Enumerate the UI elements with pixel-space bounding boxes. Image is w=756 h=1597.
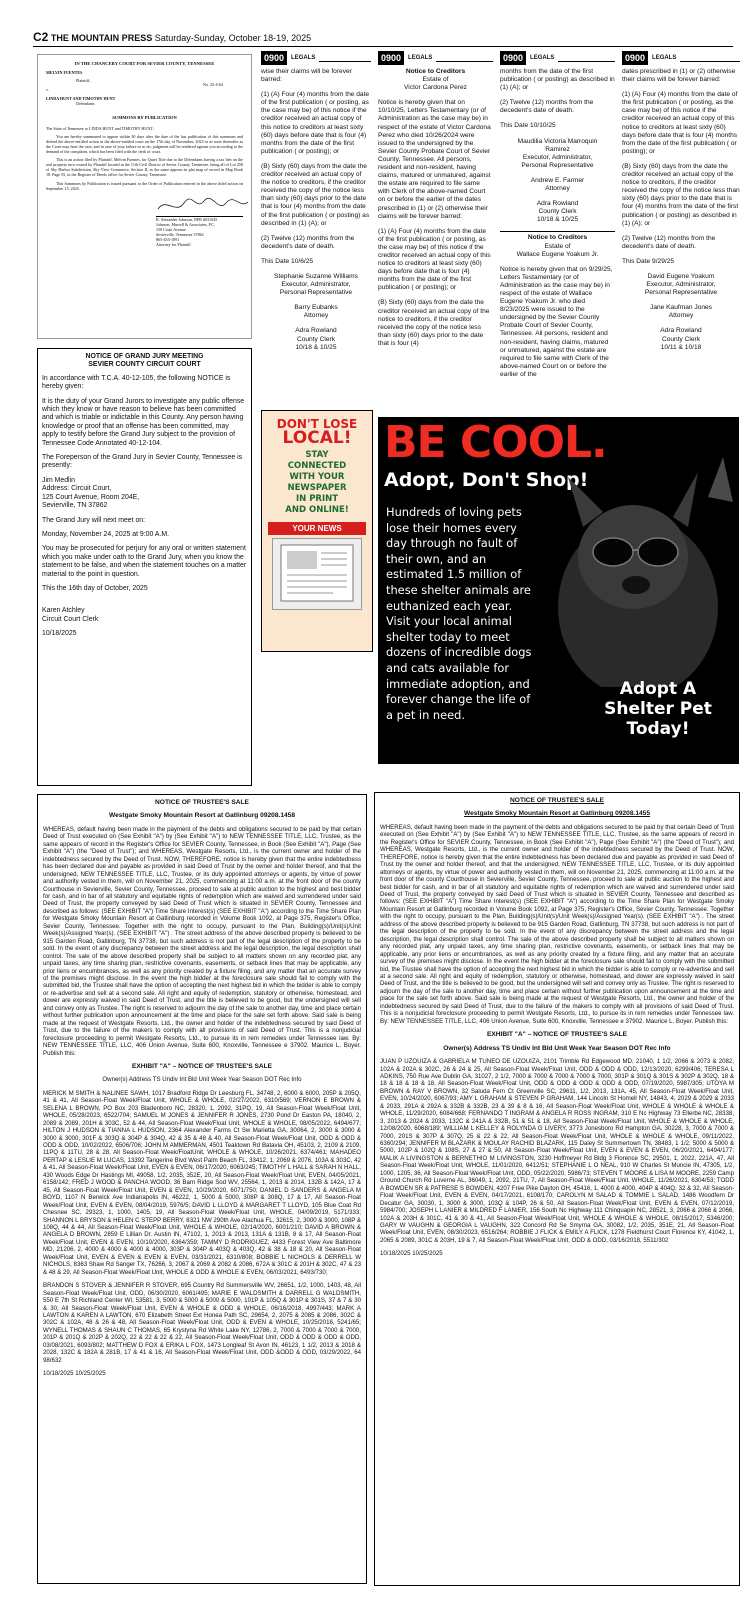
c4-exec-role-2: Personal Representative (521, 161, 594, 169)
c5-exec-role: Executor, Administrator, (646, 281, 716, 289)
ad-local-line-1: DON'T LOSE (276, 417, 358, 431)
grand-jury-title-1: NOTICE OF GRAND JURY MEETING (85, 353, 204, 360)
c5-clerk: Adra Rowland (660, 327, 702, 335)
c4-clerk-role: County Clerk (538, 208, 577, 216)
foreperson-addr-1: Address: Circuit Court, (42, 485, 112, 493)
c5-p5: This Date 9/29/25 (622, 257, 675, 265)
c5-clerk-role: County Clerk (661, 335, 701, 343)
clerk-name: Karen Atchley (42, 607, 85, 615)
c5-attorney: Jane Kaufman Jones (650, 304, 712, 312)
legals-bar (261, 50, 371, 66)
plaintiff-name: MELVIN FUENTES (46, 70, 83, 76)
c5-p3: (B) Sixty (60) days from the date the creditor received an actual copy of the notice to creditors, if the creditor received the copy of the notice less than sixty (60) days prior to the date that is four (4) months from the date of the first publication ( or posting) as described in (1) (A); or (622, 162, 740, 227)
gj-p2: It is the duty of your Grand Jurors to investigate any public offense which they know or have reason to believe has been committed and which is triable or indictable in this County. Any person having knowledge or proof that an offense has been committed, may apply to testify before the Grand Jury subject to the provision of Tennessee Code Annotated 40-12-104. (42, 397, 245, 447)
your-news-banner: YOUR NEWS (268, 522, 366, 535)
legals-code: 0900 (622, 51, 648, 65)
newspaper-illustration-icon (272, 538, 362, 610)
c4-exec-name-2: Ramirez (545, 145, 570, 153)
attorney-sig-2: Johnson, Murrell & Associates, P.C. (156, 221, 216, 227)
trustee-sale-notice-1458 (37, 794, 367, 1584)
legals-tag: LEGALS (291, 54, 316, 61)
t1-list-1: MERICK M SMITH & NALINEE SAWH, 1017 Bradford Ridge Dr Leesburg FL, 34748, 2, 6000 & 6000, 205P & 205Q, 41 & 41, All Season-Float Week/Float Unit, WHOLE & WHOLE, 02/27/2022, 6310/569; VERNON E BROWN & SELENA L BROWN, PO Box 203 Bladenboro NC, 28320, 1, 2092, 31PQ, 19, All Season-Float Week/Float Unit, WHOLE, 05/28/2023, 6522/704; SAMUEL M JONES & JENNIFER R JONES, 2730 Pond Dr Easton PA, 18040, 2, 2089 & 2089, 201H & 303C, 52 & 44, All Season-Float Week/Float Unit, WHOLE & WHOLE, 08/05/2022, 6494/677; HILTON J HUDSON & TIANNA L HUDSON, 2364 Alexander Farms Ct Sw Marietta GA, 30064, 2, 3000 & 3000 & 3000 & 3000, 301F & 303Q & 304P & 304Q, 42 & 35 & 48 & 40, All Season-Float Week/Float Unit, ODD & ODD & ODD & ODD, 10/02/2022, 6506/706; JOHN M AMMERMAN, 4501 Teaktown Rd Batavia OH, 45103, 2, 2109 & 2109, 11PQ & 11TU, 28 & 28, All Season-Float Week/FloatUnit, WHOLE & WHOLE, 10/26/2021, 6374/461; MAHADEO PERTAP & LESLIE M LUCAS, 13392 Tangerine Blvd West Palm Beach FL, 33412, 1, 2069 & 2076, 103A & 303C, 42 & 41, All Season-Float Week/Float Unit, EVEN & EVEN, 06/17/2020, 6063/245; TIMOTHY L HALL & SARAH N HALL, 430 Woods Edge Dr Hastings MI, 49058, 1/2, 2035, 352E, 20, All Season-Float Week/Float Unit, EVEN, 04/05/2021, 6158/142; FRED J WOOD & PANCHA WOOD, 36 Barn Ridge Sod WV, 25564, 1, 2013 & 2014, 132B & 142A, 17 & 45, All Season-Float Week/Float Unit, EVEN & EVEN, 10/29/2020, 6071/750; DANIEL D SANDERS & ANGELA M BOYD, 1107 N Berwick Ave Indianapolis IN, 46222, 1, 5000 & 5000, 308P & 308Q, 17 & 17, All Season-Float Week/Float Unit, EVEN & EVEN, 08/04/2019, 5976/5; DAVID L LLOYD & MARGARET T LLOYD, 105 Blue Coat Rd Chesnee SC, 29323, 1, 1000, 1405, 19, All Season-Float Week/Float Unit, WHOLE, 04/09/2019, 5171/333; SHANNON L BRYSON & HELEN C STEPP BERRY, 8321 NW 290th Ave Alachua FL, 32615, 2, 3000 & 3000, 108P & 108Q, 44 & 44, All Season-Float Week/Float Unit, WHOLE & WHOLE, 02/14/2020, 6001/210; DAVID A BROWN & ANGELA D BROWN, 2859 E Lillian Dr. Austin IN, 47102, 1, 2013 & 2013, 131A & 131B, 8 & 17, All Season-Float Week/Float Unit, EVEN & EVEN, 10/10/2020, 6364/359; TAMMY D RODRIGUEZ, 4433 Forest View Ave Baltimore MD, 21206, 2, 4000 & 4000 & 4000 & 4000, 303P & 304P & 403Q & 403Q, 42 & 38 & 18 & 20, All Season-Float Week/Float Unit, EVEN & EVEN & EVEN & EVEN, 03/31/2021, 6310/808; BOBBIE L NICHOLS & DERRELL W NICHOLS, 8363 Shaw Rd Sanger TX, 76266, 3, 2067 & 2069 & 2082 & 2086, 672A & 301C & 201H & 302C, 47 & 23 & 48 & 29, All Season-Float Week/Float Unit, WHOLE & ODD & WHOLE & EVEN, 06/03/2021, 6493/730; (43, 1089, 361, 1276)
ad-local-line-5: WITH YOUR (289, 472, 345, 482)
be-cool-adoption-ad (378, 417, 739, 764)
c2-exec-role: Executor, Administrator, (281, 281, 351, 289)
foreperson-addr-3: Sevierville, TN 37862 (42, 502, 108, 510)
legals-tag: LEGALS (652, 54, 677, 61)
c3-p3: (B) Sixty (60) days from the date the creditor received an actual copy of the notice to creditors, if the creditor received the copy of the notice less than sixty (60) days prior to the date that is four (4) (378, 299, 490, 347)
c5-attorney-role: Attorney (668, 312, 694, 320)
c3-heading: Notice to Creditors (405, 68, 466, 75)
t2-columns: Owner(s) Address TS Undiv Int Bld Unit Week Year Season DOT Rec Info (443, 1044, 671, 1052)
court-name: IN THE CHANCERY COURT FOR SEVIER COUNTY, TENNESSEE (74, 61, 215, 66)
defendant-names: LINDA HUNT AND TIMOTHY HUNT (46, 96, 116, 102)
legals-code: 0900 (261, 51, 287, 65)
trustee-sale-notice-1455 (374, 792, 740, 1586)
ad-local-line-2: LOCAL! (282, 428, 352, 448)
legals-column-2 (261, 50, 371, 408)
ad-local-line-3: STAY (305, 450, 329, 460)
dog-with-sunglasses-icon (538, 457, 738, 687)
summons-document (37, 54, 252, 339)
t1-resort: Westgate Smoky Mountain Resort at Gatlinburg 09208.1458 (108, 812, 296, 820)
gj-p7: You may be prosecuted for perjury for any oral or written statement which you make under oath to the Grand Jury, when you know the statement to be false, and when the statement touches on a matter material to the point in question. (42, 545, 247, 578)
c2-exec-role-2: Personal Representative (279, 289, 353, 297)
legals-column-3 (378, 50, 493, 412)
c4-decedent: Wallace Eugene Yoakum Jr. (516, 250, 599, 258)
ad-headline: BE COOL. (384, 417, 607, 468)
t2-resort: Westgate Smoky Mountain Resort at Gatlinburg 09208.1455 (463, 810, 651, 818)
issue-date: Saturday-Sunday, October 18-19, 2025 (154, 33, 312, 43)
summons-to: The State of Tennessee to LINDA HUNT and TIMOTHY HUNT: (46, 125, 154, 131)
summons-p3: This Summons by Publication is issued pursuant to the Order of Publication entered in the above titled action on September 15, 2025. (46, 180, 243, 191)
gj-p5: The Grand Jury will next meet on: (42, 516, 146, 524)
c2-p3: (B) Sixty (60) days from the date the creditor received an actual copy of the notice to creditors, if the creditor received the copy of the notice less than sixty (60) days prior to the date that is four (4) months from the date of the first publication ( or posting) as described in (1) (A); or (261, 162, 370, 227)
t1-dates: 10/18/2025 10/25/2025 (43, 1370, 106, 1378)
c4-p1: months from the date of the first publication ( or posting) as described in (1) (A); or (500, 68, 615, 92)
gj-p8: This the 16th day of October, 2025 (42, 584, 148, 592)
ad-local-line-7: IN PRINT (295, 494, 339, 504)
summons-p1: You are hereby summoned to appear within 30 days after the date of the last publication of this summons and defend the above-entitled action in the above-entitled court on the 17th day of November, 2025 or as soon thereafter as the Court may hear the case, and in case of your failure to so do, judgment will be rendered against you according to the demand of the complaint, which has been filed with the clerk of court. (46, 133, 243, 155)
clerk-title: Circuit Court Clerk (42, 615, 99, 623)
grand-jury-title-2: SEVIER COUNTY CIRCUIT COURT (88, 361, 201, 369)
publication-name: THE MOUNTAIN PRESS (50, 33, 153, 43)
dont-lose-local-ad (261, 410, 373, 652)
legals-column-5 (622, 50, 740, 412)
attorney-sig-6: Attorney for Plaintiff (156, 242, 191, 248)
c5-exec-name: David Eugene Yoakum (647, 272, 715, 280)
ad-local-line-4: CONNECTED (287, 461, 347, 471)
ad-call-to-action: Adopt A Shelter Pet Today! (604, 679, 712, 739)
t1-columns: Owner(s) Address TS Undiv Int Bld Unit Week Year Season DOT Rec Info (102, 1076, 302, 1084)
c2-clerk-role: County Clerk (296, 335, 336, 343)
attorney-sig-4: Sevierville, Tennessee 37862 (156, 232, 204, 238)
ad-subheadline: Adopt, Don't Shop! (384, 469, 589, 491)
case-number: No. 25-4-64 (202, 82, 223, 88)
defendant-role: Defendants (76, 101, 95, 107)
c2-p5: This Date 10/6/25 (261, 257, 314, 265)
t1-list-2: BRANDON S STOVER & JENNIFER R STOVER, 695 Country Rd Summersville WV, 26651, 1/2, 1000, 1403, 48, All Season-Float Week/Float Unit, ODD, 06/30/2020, 6061/495; MARIE E WALDSMITH & DARRELL G WALDSMITH, 550 E 7th St Richland Center WI, 53581, 3, 5000 & 5000 & 5000 & 5000, 101P & 105Q & 301P & 301S, 37 & 7 & 30 & 30, All Season-Float Week/Float Unit, EVEN & WHOLE & ODD & WHOLE, 06/16/2018, 4997/443; MARK A LAWTON & KAREN A LAWTON, 670 Elizabeth Street Ext Honea Path SC, 29654, 2, 2075 & 2085 & 2086, 302C & 302C & 102A, 48 & 26 & 48, All Season-Float Week/Float Unit, ODD & EVEN & WHOLE, 10/25/2016, 5241/65; WYNELL THOMAS & SHAUN C THOMAS, 65 Krystyna Rd White Lake NY, 12786, 2, 7000 & 7000 & 7000 & 7000, 201P & 201Q & 202P & 202Q, 22 & 22 & 22 & 22, All Season-Float Week/Float Unit, ODD & ODD & ODD & ODD, 03/08/2021, 6093/802; MATTHEW D FOX & ERIKA L FOX, 1473 Longleaf St Avon IN, 46123, 1 1/2, 2013 & 2018 & 2028, 132C & 182A & 281B, 17 & 41 & 16, All Season-Float Week/Float Unit, ODD &ODD & ODD, 03/29/2022, 64 98/632 (43, 1282, 361, 1364)
c5-pub-dates: 10/11 & 10/18 (660, 343, 702, 351)
c5-p1: dates prescribed in (1) or (2) otherwise their claims will be forever barred: (622, 68, 736, 84)
page-number: C2 (33, 30, 49, 44)
c4-p3: This Date 10/10/25 (500, 122, 556, 130)
t1-body: WHEREAS, default having been made in the payment of the debts and obligations secured to be paid by that certain Deed of Trust executed on (See Exhibit "A") by (See Exhibit "A") to NEW TENNESSEE TITLE, LLC, Trustee, as the same appears of record in the Register's Office for SEVIER County, Tennessee, in Book (See Exhibit "A"), Page (See Exhibit "A") (the "Deed of Trust"); and WHEREAS, Westgate Resorts, Ltd., is the current owner and holder of the indebtedness secured by the Deed of Trust. NOW, THEREFORE, notice is hereby given that the entire indebtedness has been declared due and payable as provided in said Deed of Trust by the owner and holder thereof, and that the undersigned, NEW TENNESSEE TITLE, LLC, Trustee, or its duly appointed attorneys or agents, by virtue of power and authority vested in them, will on November 21, 2025, commencing at 11:00 a.m. at the front door of the county Courthouse in Sevierville, Sevier County, Tennessee, proceed to sale at public auction to the highest and best bidder for cash, and in bar of all statutory and equitable rights of redemption which are waived and surrendered under said Deed of Trust, the property conveyed by said Deed of Trust which is situated in SEVIER County, Tennessee and described as follows: (SEE EXHIBIT "A") Time Share Interest(s) (SEE EXHIBIT "A") according to the Time Share Plan for Westgate Smoky Mountain Resort at Gatlinburg recorded in Volume Book 1092, at Page 375, Register's Office, Sevier County, Tennessee. Together with the right to occupy, pursuant to the Plan, Building(s)/Unit(s)/Unit Week(s)/Assigned Year(s). (SEE EXHIBIT "A") . The street address of the above described property is believed to be 915 Garden Road, Gatlinburg, TN 37738, but such address is not part of the legal description of the property to be sold. In the event of any discrepancy between the street address and the legal description, the legal description shall control. The sale of the above described property shall be subject to all matters shown on any recorded plat, any unpaid taxes, any time sharing plan, restrictive covenants, easements, or setback lines that may be applicable, any prior liens or encumbrances, as well as any priority created by a fixture filing, and any matter that an accurate survey of the premises might disclose. In the event the high bidder at the foreclosure sale should fail to comply with the submitted bid, the Trustee shall have the option of accepting the next highest bid in which the bidder is able to comply or re-advertise and sell at a second sale. All right and equity of redemption, statutory or otherwise, homestead, and dower are expressly waived in said Deed of Trust, and the title is believed to be good, but the undersigned will sell and convey only as Trustee. The right is reserved to adjourn the day of the sale to another day, time and place certain without further publication upon announcement at the time and place for the sale set forth above. Said sale is being made at the request of Westgate Resorts, Ltd., the owner and holder of the indebtedness secured by said Deed of Trust, due to the failure of the makers to comply with all provisions of said Deed of Trust. This is a nonjudicial foreclosure proceeding to permit Westgate Resorts, Ltd., to pursue its in rem remedies under Tennessee law. By: NEW TENNESSEE TITLE, LLC, 406 Union Avenue, Suite 600, Knoxville, Tennessee e 37902. Maurice L. Boyer. Publish this: (43, 825, 361, 1057)
c4-exec-role: Executor, Administrator, (522, 153, 593, 161)
versus: v. (46, 87, 49, 93)
legals-bar (378, 50, 493, 66)
t1-heading: NOTICE OF TRUSTEE'S SALE (155, 799, 249, 806)
foreperson-addr-2: 125 Court Avenue, Room 204E, (42, 493, 140, 501)
c5-p4: (2) Twelve (12) months from the decedent's date of death. (622, 234, 716, 250)
c2-pub-dates: 10/18 & 10/25 (295, 343, 337, 351)
gj-p1: In accordance with T.C.A. 40-12-105, the following NOTICE is hereby given: (42, 374, 231, 391)
t2-exhibit: EXHIBIT "A" – NOTICE OF TRUSTEE'S SALE (486, 1031, 628, 1039)
attorney-sig-5: 865-453-1891 (156, 237, 180, 243)
c2-attorney: Barry Eubanks (294, 304, 338, 312)
legals-bar (622, 50, 740, 66)
c3-p1: Notice is hereby given that on 10/10/25, Letters Testamentary (or of Administration as the case may be) in respect of the estate of Victor Cardona Perez who died 10/26/2024 were issued to the undersigned by the Sevier County Probate Court of Sevier County, Tennessee. All persons, resident and non-resident, having claims, matured or unmatured, against the estate are required to file same with Clerk of the above-named Court on or before the earlier of the dates prescribed in (1) or (2) otherwise their claims will be forever barred: (378, 99, 491, 220)
foreperson-name: Jim Medlin (42, 476, 75, 484)
grand-jury-notice (37, 348, 252, 786)
t1-exhibit: EXHIBIT "A" – NOTICE OF TRUSTEE'S SALE (131, 1062, 273, 1070)
c3-estate-of: Estate of (422, 76, 449, 84)
legals-code: 0900 (500, 51, 526, 65)
attorney-sig-3: 150 Court Avenue (156, 226, 186, 232)
c4-p2: (2) Twelve (12) months from the decedent's date of death. (500, 99, 594, 115)
c4-attorney-role: Attorney (545, 185, 570, 193)
c2-exec-name: Stephanie Suzanne Williams (274, 272, 358, 280)
c4-p7: Notice is hereby given that on 9/29/25, Letters Testamentary (or of Administration as the case may be) in respect of the estate of Wallace Eugene Yoakum Jr. who died 8/23/2025 were issued to the undersigned by the Sevier County Probate Court of Sevier County, Tennessee. All persons, resident and non-resident, having claims, matured or unmatured, against the estate are required to file same with Clerk of the above-named Court on or before the earlier of the (500, 265, 613, 378)
c2-p4: (2) Twelve (12) months from the decedent's date of death. (261, 234, 355, 250)
c4-estate-of: Estate of (544, 242, 571, 250)
c2-p2: (1) (A) Four (4) months from the date of the first publication ( or posting, as the case may be) of this notice if the creditor received an actual copy of this notice to creditors at least sixty (60) days before date that is four (4) months from the date of the first publication ( or posting); or (261, 91, 370, 155)
summons-title: SUMMONS BY PUBLICATION (112, 114, 177, 120)
c5-exec-role-2: Personal Representative (644, 289, 718, 297)
c4-pub-dates: 10/18 & 10/25 (536, 216, 579, 224)
page-header (33, 31, 733, 47)
c2-clerk: Adra Rowland (295, 327, 337, 335)
legals-tag: LEGALS (530, 54, 555, 61)
t2-heading: NOTICE OF TRUSTEE'S SALE (510, 797, 604, 804)
c3-decedent: Victor Cardona Perez (404, 84, 467, 92)
c2-p1: wise their claims will be forever barred: (261, 68, 352, 84)
c4-exec-name: Maudilia Victoria Marroquin (517, 137, 598, 145)
t2-dates: 10/18/2025 10/25/2025 (380, 1250, 443, 1258)
ad-local-line-6: NEWSPAPER (287, 483, 347, 493)
ad-body: Hundreds of loving pets lose their homes every day through no fault of their own, and an estimated 1.5 million of these shelter animals are euthanized each year. Visit your local animal shelter today to meet dozens of incredible dogs and cats available for immediate adoption, and forever change the life of a pet in need. (386, 505, 532, 722)
legals-tag: LEGALS (408, 54, 433, 61)
c4-heading: Notice to Creditors (527, 234, 588, 242)
c5-p2: (1) (A) Four (4) months from the date of the first publication ( or posting, as the case may be) of this notice if the creditor received an actual copy of this notice to creditors at least sixty (60) days before date that is four (4) months from the date of the first publication ( or posting); or (622, 91, 738, 155)
c4-attorney: Andrew E. Farmer (530, 176, 585, 184)
summons-p2: This is an action filed by Plaintiff, Melvin Fuentes, for Quiet Title due to the Defendants having a tax lien on the real property now owned by Plaintiff located in the 11th Civil District of Sevier County, Tennessee, being all of Lot 258 of Sky Harbor Subdivision, Sky View Commerce, Section II, as the same appears in plat map of record in Map Book 18, Page 55, in the Register of Deeds office for Sevier County, Tennessee. (46, 157, 243, 178)
ad-local-line-8: AND ONLINE! (285, 505, 349, 515)
legals-code: 0900 (378, 51, 404, 65)
gj-date: 10/18/2025 (42, 630, 77, 638)
c4-clerk: Adra Rowland (536, 200, 579, 208)
t2-list: JUAN P UZOUIZA & GABRIELA M TUNEO DE UZOUIZA, 2101 Trimble Rd Edgewood MD, 21040, 1 1/2, 2066 & 2073 & 2082, 102A & 202A & 302C, 26 & 24 & 25, All Season-Float Week/Float Unit, ODD & ODD & ODD, 12/13/2020, 6299/406; TERESA L ADKINS, 750 Rue Ave Dublin GA, 31027, 2 1/2, 7000 & 7000 & 7000 & 7000 & 7000, 301P & 301Q & 301S & 302P & 302Q, 18 & 18 & 18 & 18 & 18, All Season-Float Week/Float Unit, ODD & ODD & ODD & ODD & ODD, 07/19/2020, 5987/305; UTOYA M BROWN & RAY V BROWN, 32 Saluda Fern Ct Greenville SC, 29611, 1/2, 2013, 131A, 45, All Season-Float Week/Float Unit, EVEN, 10/24/2020, 6067/93; AMY L GRAHAM & STEVEN P GRAHAM, 144 Lincoln St Homell NY, 14843, 4, 2029 & 2029 & 2033 & 2033, 291A & 292A & 332B & 332B, 23 & 39 & 8 & 16, All Season-Float Week/Float Unit, WHOLE & WHOLE & WHOLE & WHOLE, 11/29/2020, 6084/668; FERNANDO T INGRAM & ANGELA R ROSS INGRAM, 310 E Nc Highway 73 Ellerbe NC, 28338, 3, 2013 & 2024 & 2033, 132C & 241A & 332B, 51 & 51 & 18, All Season-Float Week/Float Unit, WHOLE & WHOLE & WHOLE, 12/08/2020, 6068/189; WILLIAM L KELLEY & ROLYNDA G LIVERY, 3773 Jonesboro Rd Hampton GA, 30228, 3, 7000 & 7000 & 7000, 201S & 307P & 307Q, 25 & 22 & 22, All Season-Float Week/Float Unit, WHOLE & WHOLE & WHOLE, 09/11/2022, 6360/294; JENNIFER M BLAZARK & MOULAY RACHID BLAZARK, 115 Daley St Summertown TN, 38483, 1 1/2, 5000 & 5000 & 5000, 102P & 102Q & 108S, 27 & 27 & 50, All Season-Float Week/Float Unit, EVEN & EVEN & EVEN, 06/20/2021, 6494/177; MALIK A LIVINGSTON & BERNETHIO M LIVINGSTON, 3230 Hoffmeyer Rd Bldg 3 Florence SC, 29501, 1, 2022, 221A, 47, All Season-Float Week/Float Unit, WHOLE, 11/01/2020, 6412/51; STEPHANIE L O NEAL, 910 W Charles St Muncie IN, 47305, 1/2, 1000, 1205, 36, All Season-Float Week/Float Unit, ODD, 05/22/2020, 5986/73; STEVEN T MOORE & LISA M MOORE, 2259 Camp Ground Church Rd Luverne AL, 36049, 1, 2092, 21TU, 7, All Season-Float Week/Float Unit, WHOLE, 11/26/2021, 6304/53; TODD A BOWDEN SR & PATRESE S BOWDEN, 4207 Free Pike Dayton OH, 45416, 1, 4000 & 4000, 404P & 404Q, 32 & 32, All Season-Float Week/Float Unit, EVEN & EVEN, 04/17/2021, 6108/170; CAROLYN M SALAD & TOMMIE L SALAD, 1486 Woodfern Dr Decatur GA, 30030, 1, 3000 & 3000, 103Q & 104P, 26 & 50, All Season-Float Week/Float Unit, EVEN & EVEN, 07/12/2019, 5984/700; JOSEPH L LANIER & MILDRED F LANIER, 156 South Nc Highway 111 Chinquapin NC, 28521, 3, 2066 & 2066 & 2066, 102A & 203H & 301C, 41 & 30 & 41, All Season-Float Week/Float Unit, WHOLE & WHOLE & WHOLE, 08/15/2017, 5346/200; GARY W VAUGHN & GEORGIA L VAUGHN, 322 Concord Rd Se Smyrna GA, 30082, 1/2, 2035, 351E, 21, All Season-Float Week/Float Unit, EVEN, 08/30/2023, 6516/264; ROBBIE J FLICK & EMILY A FLICK, 1278 Fieldhurst Court Florence KY, 41042, 1, 2065 & 2089, 301C & 203H, 19 & 7, All Season-Float Week/Float Unit, ODD & ODD, 03/16/2018, 5511/302 (380, 1058, 734, 1244)
legals-column-4 (500, 50, 615, 412)
plaintiff-role: Plaintiff, (76, 78, 91, 84)
signature-scribble (156, 197, 251, 215)
gj-p3: The Foreperson of the Grand Jury in Sevier County, Tennessee is presently: (42, 454, 243, 470)
attorney-sig-1: R. Alexander Johnson, BPR #031045 (156, 216, 243, 222)
gj-meeting-date: Monday, November 24, 2025 at 9:00 A.M. (42, 530, 170, 538)
legals-bar (500, 50, 615, 66)
c3-p2: (1) (A) Four (4) months from the date of the first publication ( or posting, as the case may be) of this notice if the creditor received an actual copy of this notice to creditors at least sixty (60) days before date that is four (4) months from the date of the first publication ( or posting); or (378, 227, 491, 292)
t2-body: WHEREAS, default having been made in the payment of the debts and obligations secured to be paid by that certain Deed of Trust executed on (See Exhibit "A") by (See Exhibit "A") to NEW TENNESSEE TITLE, LLC, Trustee, as the same appears of record in the Register's Office for SEVIER County, Tennessee, in Book (See Exhibit "A"), Page (See Exhibit "A") (the "Deed of Trust"); and WHEREAS, Westgate Resorts, Ltd., is the current owner and holder of the indebtedness secured by the Deed of Trust. NOW, THEREFORE, notice is hereby given that the entire indebtedness has been declared due and payable as provided in said Deed of Trust by the owner and holder thereof, and that the undersigned, NEW TENNESSEE TITLE, LLC, Trustee, or its duly appointed attorneys or agents, by virtue of power and authority vested in them, will on November 21, 2025, commencing at 11:00 a.m. at the front door of the county Courthouse in Sevierville, Sevier County, Tennessee, proceed to sale at public auction to the highest and best bidder for cash, and in bar of all statutory and equitable rights of redemption which are waived and surrendered under said Deed of Trust, the property conveyed by said Deed of Trust which is situated in SEVIER County, Tennessee and described as follows: (SEE EXHIBIT "A") Time Share Interest(s) (SEE EXHIBIT "A") according to the Time Share Plan for Westgate Smoky Mountain Resort at Gatlinburg recorded in Volume Book 1092, at Page 375, Register's Office, Sevier County, Tennessee. Together with the right to occupy, pursuant to the Plan, Building(s)/Unit(s)/Unit Week(s)/Assigned Year(s). (SEE EXHIBIT "A") . The street address of the above described property is believed to be 915 Garden Road, Gatlinburg, TN 37738, but such address is not part of the legal description of the property to be sold. In the event of any discrepancy between the street address and the legal description, the legal description shall control. The sale of the above described property shall be subject to all matters shown on any recorded plat, any unpaid taxes, any time sharing plan, restrictive covenants, easements, or setback lines that may be applicable, any prior liens or encumbrances, as well as any priority created by a fixture filing, and any matter that an accurate survey of the premises might disclose. In the event the high bidder at the foreclosure sale should fail to comply with the submitted bid, the Trustee shall have the option of accepting the next highest bid in which the bidder is able to comply or re-advertise and sell at a second sale. All right and equity of redemption, statutory or otherwise, homestead, and dower are expressly waived in said Deed of Trust, and the title is believed to be good, but the undersigned will sell and convey only as Trustee. The right is reserved to adjourn the day of the sale to another day, time and place certain without further publication upon announcement at the time and place for the sale set forth above. Said sale is being made at the request of Westgate Resorts, Ltd., the owner and holder of the indebtedness secured by said Deed of Trust, due to the failure of the makers to comply with all provisions of said Deed of Trust. This is a nonjudicial foreclosure proceeding to permit Westgate Resorts, Ltd., to pursue its in rem remedies under Tennessee law. By: NEW TENNESSEE TITLE, LLC, 406 Union Avenue, Suite 600, Knoxville, Tennessee e 37902. Maurice L. Boyer. Publish this: (380, 823, 734, 1025)
c2-attorney-role: Attorney (303, 312, 329, 320)
